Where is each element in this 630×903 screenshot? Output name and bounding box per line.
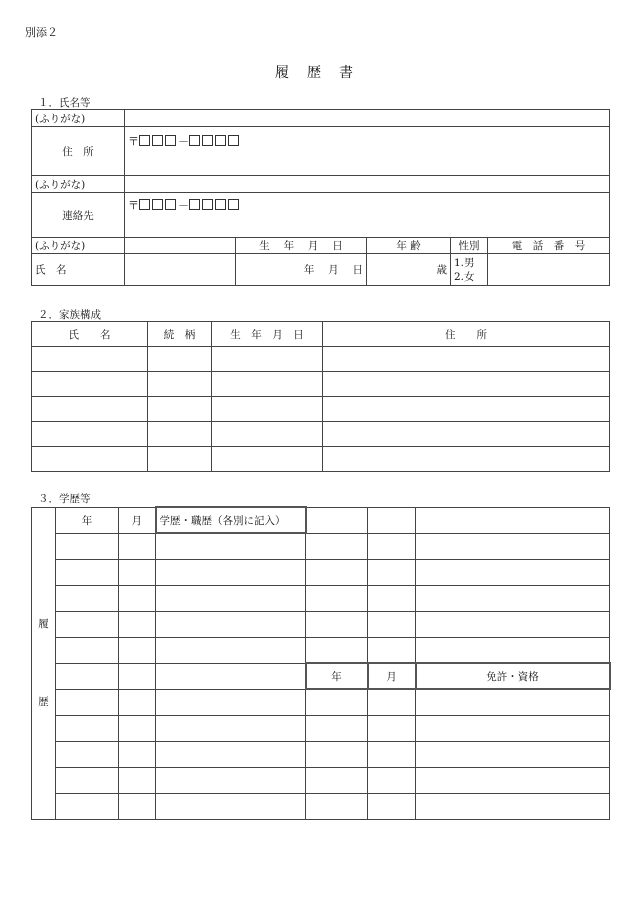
address-label: 住 所 bbox=[32, 127, 125, 176]
right-cell[interactable] bbox=[306, 533, 368, 559]
edu-career-header: 学歴・職歴（各別に記入） bbox=[156, 507, 306, 533]
edu-year-cell[interactable] bbox=[56, 715, 119, 741]
edu-month-cell[interactable] bbox=[119, 533, 156, 559]
table-row bbox=[32, 422, 610, 447]
table-row bbox=[32, 793, 610, 819]
family-birth-cell[interactable] bbox=[212, 422, 323, 447]
license-cell[interactable] bbox=[416, 793, 610, 819]
edu-career-cell[interactable] bbox=[156, 793, 306, 819]
edu-month-header: 月 bbox=[119, 507, 156, 533]
birth-date-field[interactable]: 年 月 日 bbox=[236, 254, 367, 286]
family-name-cell[interactable] bbox=[32, 447, 148, 472]
table-row bbox=[32, 663, 610, 689]
edu-year-cell[interactable] bbox=[56, 559, 119, 585]
age-field[interactable]: 歳 bbox=[367, 254, 451, 286]
right-cell[interactable] bbox=[416, 533, 610, 559]
edu-month-cell[interactable] bbox=[119, 741, 156, 767]
right-cell[interactable] bbox=[416, 611, 610, 637]
table-row bbox=[32, 559, 610, 585]
section2-heading: ２．家族構成 bbox=[38, 309, 101, 321]
license-header: 免許・資格 bbox=[416, 663, 610, 689]
edu-career-cell[interactable] bbox=[156, 741, 306, 767]
contact-label: 連絡先 bbox=[32, 193, 125, 238]
family-name-cell[interactable] bbox=[32, 372, 148, 397]
family-relation-cell[interactable] bbox=[148, 422, 212, 447]
name-label: 氏 名 bbox=[32, 254, 125, 286]
furigana-label: (ふりがな) bbox=[32, 110, 125, 127]
table-row bbox=[32, 585, 610, 611]
family-relation-header: 続 柄 bbox=[148, 322, 212, 347]
edu-month-cell[interactable] bbox=[119, 793, 156, 819]
family-address-cell[interactable] bbox=[323, 397, 610, 422]
phone-field[interactable] bbox=[488, 254, 610, 286]
right-cell[interactable] bbox=[416, 585, 610, 611]
right-cell[interactable] bbox=[368, 507, 416, 533]
family-name-header: 氏 名 bbox=[32, 322, 148, 347]
family-birth-cell[interactable] bbox=[212, 397, 323, 422]
license-year-cell[interactable] bbox=[306, 741, 368, 767]
birth-date-header: 生 年 月 日 bbox=[236, 238, 367, 254]
edu-year-cell[interactable] bbox=[56, 767, 119, 793]
right-cell[interactable] bbox=[368, 533, 416, 559]
table-row bbox=[32, 372, 610, 397]
family-address-cell[interactable] bbox=[323, 422, 610, 447]
family-name-cell[interactable] bbox=[32, 347, 148, 372]
family-relation-cell[interactable] bbox=[148, 372, 212, 397]
section1-heading: １．氏名等 bbox=[38, 97, 91, 109]
family-name-cell[interactable] bbox=[32, 397, 148, 422]
history-side-char-2: 歴 bbox=[38, 696, 49, 708]
license-month-cell[interactable] bbox=[368, 689, 416, 715]
edu-month-cell[interactable] bbox=[119, 663, 156, 689]
age-header: 年 齢 bbox=[367, 238, 451, 254]
edu-career-cell[interactable] bbox=[156, 689, 306, 715]
address-field[interactable] bbox=[125, 127, 610, 176]
contact-furigana-field[interactable] bbox=[125, 176, 610, 193]
postal-code-format: 〒 － bbox=[128, 135, 241, 148]
right-cell[interactable] bbox=[306, 637, 368, 663]
edu-career-cell[interactable] bbox=[156, 559, 306, 585]
history-side-label bbox=[32, 507, 56, 819]
license-year-cell[interactable] bbox=[306, 689, 368, 715]
license-cell[interactable] bbox=[416, 767, 610, 793]
edu-month-cell[interactable] bbox=[119, 689, 156, 715]
table-row bbox=[32, 447, 610, 472]
phone-header: 電 話 番 号 bbox=[488, 238, 610, 254]
right-cell[interactable] bbox=[368, 637, 416, 663]
table-row bbox=[32, 767, 610, 793]
sex-option-male[interactable]: 1.男 bbox=[454, 256, 475, 269]
postal-code-format: 〒 － bbox=[128, 199, 241, 212]
edu-year-cell[interactable] bbox=[56, 611, 119, 637]
name-furigana-field[interactable] bbox=[125, 238, 236, 254]
family-address-cell[interactable] bbox=[323, 347, 610, 372]
edu-career-cell[interactable] bbox=[156, 637, 306, 663]
right-cell[interactable] bbox=[416, 637, 610, 663]
edu-month-cell[interactable] bbox=[119, 715, 156, 741]
table-row bbox=[32, 533, 610, 559]
table-row bbox=[32, 741, 610, 767]
license-month-header: 月 bbox=[368, 663, 416, 689]
license-year-cell[interactable] bbox=[306, 715, 368, 741]
edu-year-cell[interactable] bbox=[56, 741, 119, 767]
family-address-cell[interactable] bbox=[323, 372, 610, 397]
edu-year-cell[interactable] bbox=[56, 585, 119, 611]
family-address-cell[interactable] bbox=[323, 447, 610, 472]
sex-option-female[interactable]: 2.女 bbox=[454, 270, 475, 283]
history-side-char-1: 履 bbox=[38, 618, 49, 630]
right-cell[interactable] bbox=[306, 559, 368, 585]
edu-year-cell[interactable] bbox=[56, 793, 119, 819]
family-birth-header: 生 年 月 日 bbox=[212, 322, 323, 347]
edu-month-cell[interactable] bbox=[119, 637, 156, 663]
license-year-header: 年 bbox=[306, 663, 368, 689]
edu-year-header: 年 bbox=[56, 507, 119, 533]
license-month-cell[interactable] bbox=[368, 767, 416, 793]
family-relation-cell[interactable] bbox=[148, 397, 212, 422]
edu-year-cell[interactable] bbox=[56, 689, 119, 715]
license-cell[interactable] bbox=[416, 689, 610, 715]
furigana-label: (ふりがな) bbox=[32, 238, 125, 254]
name-field[interactable] bbox=[125, 254, 236, 286]
license-month-cell[interactable] bbox=[368, 741, 416, 767]
edu-career-cell[interactable] bbox=[156, 585, 306, 611]
furigana-label: (ふりがな) bbox=[32, 176, 125, 193]
table-row bbox=[32, 397, 610, 422]
license-month-cell[interactable] bbox=[368, 793, 416, 819]
license-cell[interactable] bbox=[416, 715, 610, 741]
edu-career-cell[interactable] bbox=[156, 663, 306, 689]
right-cell[interactable] bbox=[306, 507, 368, 533]
right-cell[interactable] bbox=[368, 559, 416, 585]
attachment-label: 別添２ bbox=[25, 26, 58, 39]
license-month-cell[interactable] bbox=[368, 715, 416, 741]
edu-career-cell[interactable] bbox=[156, 715, 306, 741]
table-row bbox=[32, 347, 610, 372]
edu-month-cell[interactable] bbox=[119, 585, 156, 611]
right-cell[interactable] bbox=[368, 611, 416, 637]
table-row bbox=[32, 689, 610, 715]
family-relation-cell[interactable] bbox=[148, 347, 212, 372]
license-year-cell[interactable] bbox=[306, 767, 368, 793]
family-relation-cell[interactable] bbox=[148, 447, 212, 472]
right-cell[interactable] bbox=[368, 585, 416, 611]
address-furigana-field[interactable] bbox=[125, 110, 610, 127]
right-cell[interactable] bbox=[306, 611, 368, 637]
family-address-header: 住 所 bbox=[323, 322, 610, 347]
family-birth-cell[interactable] bbox=[212, 347, 323, 372]
family-name-cell[interactable] bbox=[32, 422, 148, 447]
right-cell[interactable] bbox=[416, 559, 610, 585]
right-cell[interactable] bbox=[416, 507, 610, 533]
right-cell[interactable] bbox=[306, 585, 368, 611]
contact-field[interactable] bbox=[125, 193, 610, 238]
family-table bbox=[31, 321, 610, 472]
edu-career-cell[interactable] bbox=[156, 767, 306, 793]
license-cell[interactable] bbox=[416, 741, 610, 767]
edu-career-cell[interactable] bbox=[156, 533, 306, 559]
personal-info-table bbox=[31, 109, 610, 286]
edu-year-cell[interactable] bbox=[56, 663, 119, 689]
table-row bbox=[32, 611, 610, 637]
history-table bbox=[31, 506, 611, 820]
edu-month-cell[interactable] bbox=[119, 611, 156, 637]
edu-year-cell[interactable] bbox=[56, 637, 119, 663]
family-birth-cell[interactable] bbox=[212, 447, 323, 472]
table-row bbox=[32, 715, 610, 741]
edu-month-cell[interactable] bbox=[119, 767, 156, 793]
sex-field[interactable] bbox=[451, 254, 488, 286]
section3-heading: ３．学歴等 bbox=[38, 493, 91, 505]
document-title: 履 歴 書 bbox=[275, 65, 355, 81]
edu-career-cell[interactable] bbox=[156, 611, 306, 637]
edu-year-cell[interactable] bbox=[56, 533, 119, 559]
table-row bbox=[32, 637, 610, 663]
license-year-cell[interactable] bbox=[306, 793, 368, 819]
sex-header: 性別 bbox=[451, 238, 488, 254]
edu-month-cell[interactable] bbox=[119, 559, 156, 585]
family-birth-cell[interactable] bbox=[212, 372, 323, 397]
